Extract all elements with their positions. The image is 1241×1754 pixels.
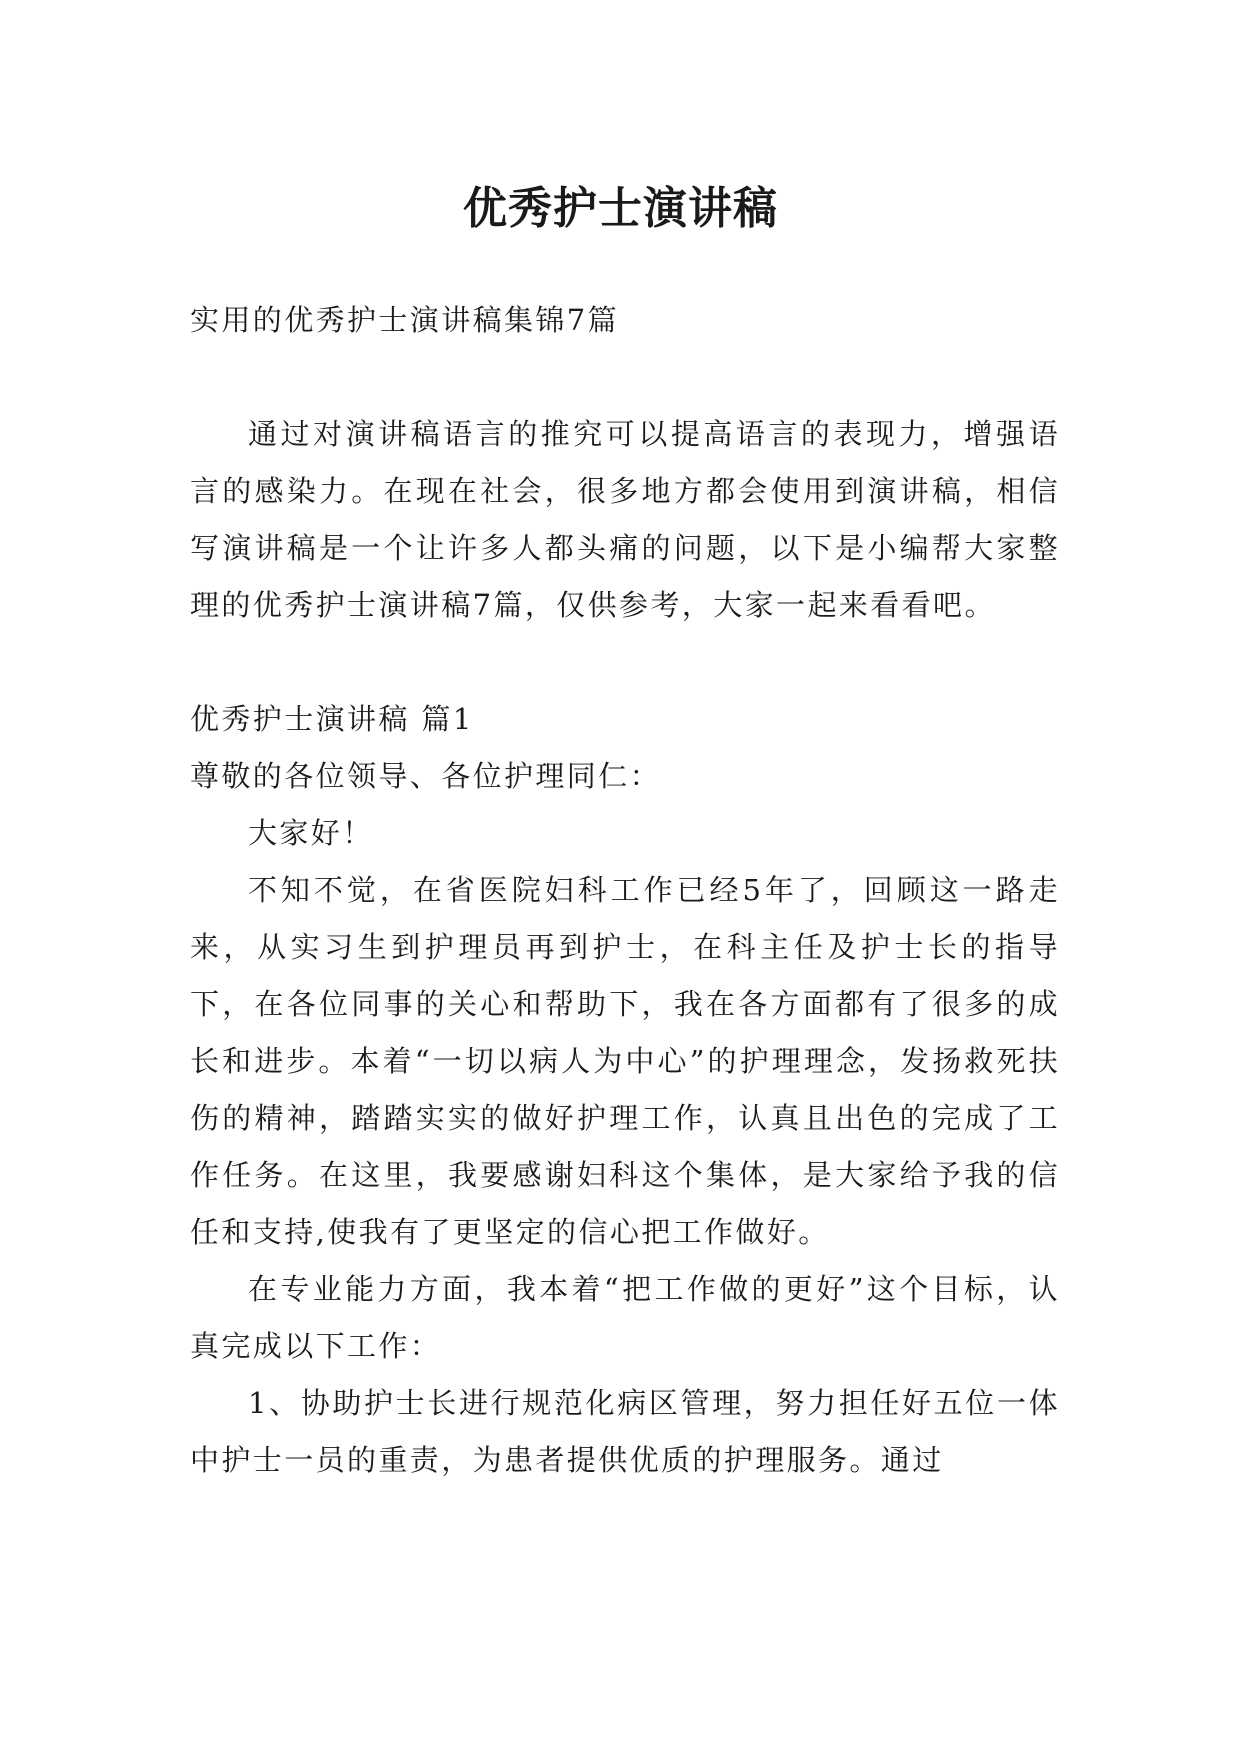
body-paragraph: 1、协助护士长进行规范化病区管理，努力担任好五位一体中护士一员的重责，为患者提供优质的护理服务。通过	[190, 1386, 1060, 1477]
salutation: 尊敬的各位领导、各位护理同仁：	[190, 759, 662, 793]
document-body	[190, 292, 1060, 1489]
document-subtitle: 实用的优秀护士演讲稿集锦7篇	[190, 303, 620, 337]
body-paragraph: 在专业能力方面，我本着“把工作做的更好”这个目标，认真完成以下工作：	[190, 1272, 1060, 1363]
intro-paragraph: 通过对演讲稿语言的推究可以提高语言的表现力，增强语言的感染力。在现在社会，很多地方都会使用到演讲稿，相信写演讲稿是一个让许多人都头痛的问题，以下是小编帮大家整理的优秀护士演讲稿7篇，仅供参考，大家一起来看看吧。	[190, 417, 1060, 622]
greeting: 大家好！	[248, 816, 374, 850]
section-heading: 优秀护士演讲稿 篇1	[190, 702, 474, 736]
document-title: 优秀护士演讲稿	[463, 183, 778, 235]
body-paragraph: 不知不觉，在省医院妇科工作已经5年了，回顾这一路走来，从实习生到护理员再到护士，在科主任及护士长的指导下，在各位同事的关心和帮助下，我在各方面都有了很多的成长和进步。本着“一切以病人为中心”的护理理念，发扬救死扶伤的精神，踏踏实实的做好护理工作，认真且出色的完成了工作任务。在这里，我要感谢妇科这个集体，是大家给予我的信任和支持,使我有了更坚定的信心把工作做好。	[190, 873, 1060, 1249]
